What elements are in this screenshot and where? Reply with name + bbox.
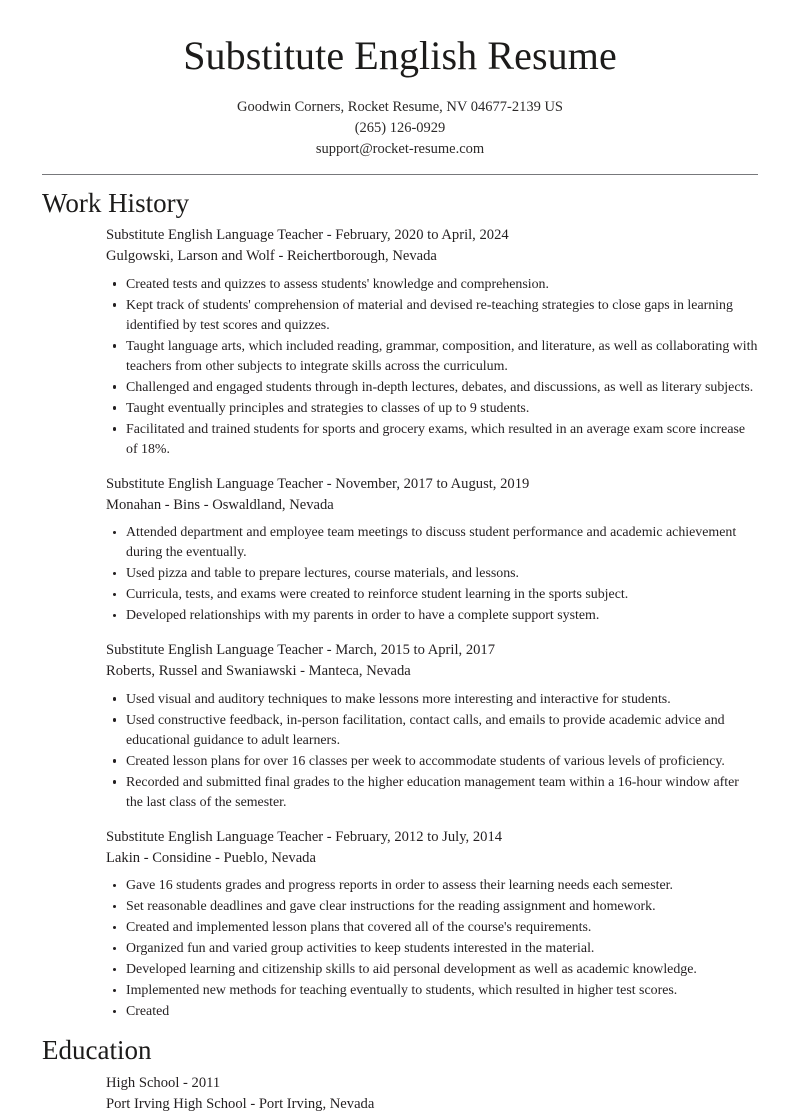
work-entry [106, 640, 758, 813]
bullet-item: Recorded and submitted final grades to the higher education management team within a 16-hour window after the last class of the semester. [106, 773, 758, 813]
work-entry-bullets [106, 876, 758, 1022]
bullet-item: Created and implemented lesson plans that covered all of the course's requirements. [106, 918, 758, 938]
bullet-item: Gave 16 students grades and progress reports in order to assess their learning needs each semester. [106, 876, 758, 896]
education-entry [106, 1073, 758, 1114]
bullet-item: Set reasonable deadlines and gave clear instructions for the reading assignment and homework. [106, 897, 758, 917]
work-entry-bullets [106, 275, 758, 460]
resume-header [42, 0, 758, 160]
work-entry-title: Substitute English Language Teacher - March, 2015 to April, 2017 [106, 642, 496, 659]
section-education [42, 1034, 758, 1114]
contact-address: Goodwin Corners, Rocket Resume, NV 04677-2139 US [237, 98, 563, 115]
header-divider [42, 174, 758, 175]
education-entry-organization: Port Irving High School - Port Irving, Nevada [106, 1095, 375, 1112]
bullet-item: Used pizza and table to prepare lectures, course materials, and lessons. [106, 564, 758, 584]
bullet-item: Implemented new methods for teaching eventually to students, which resulted in higher test scores. [106, 981, 758, 1001]
bullet-item: Developed learning and citizenship skills to aid personal development as well as academic knowledge. [106, 960, 758, 980]
work-entry-organization: Lakin - Considine - Pueblo, Nevada [106, 849, 316, 866]
bullet-item: Used constructive feedback, in-person facilitation, contact calls, and emails to provide academic advice and educational guidance to adult learners. [106, 711, 758, 751]
section-heading-work-history: Work History [42, 187, 190, 218]
bullet-item: Attended department and employee team meetings to discuss student performance and academic achievement during the eventually. [106, 523, 758, 563]
contact-email: support@rocket-resume.com [315, 140, 485, 157]
bullet-item: Organized fun and varied group activities to keep students interested in the material. [106, 939, 758, 959]
education-entry-title: High School - 2011 [106, 1074, 221, 1091]
work-entry-bullets [106, 523, 758, 626]
bullet-item: Facilitated and trained students for sports and grocery exams, which resulted in an average exam score increase of 18%. [106, 420, 758, 460]
contact-phone: (265) 126-0929 [354, 119, 446, 136]
education-entries [42, 1073, 758, 1114]
work-entry-title: Substitute English Language Teacher - February, 2020 to April, 2024 [106, 227, 509, 244]
work-entry-organization: Gulgowski, Larson and Wolf - Reichertborough, Nevada [106, 247, 437, 264]
work-entry [106, 474, 758, 627]
work-history-entries [42, 225, 758, 1022]
bullet-item: Developed relationships with my parents in order to have a complete support system. [106, 606, 758, 626]
work-entry-organization: Roberts, Russel and Swaniawski - Manteca, Nevada [106, 663, 411, 680]
work-entry-organization: Monahan - Bins - Oswaldland, Nevada [106, 496, 334, 513]
section-work-history [42, 187, 758, 1023]
bullet-item: Taught eventually principles and strategies to classes of up to 9 students. [106, 399, 758, 419]
work-entry [106, 827, 758, 1023]
section-heading-education: Education [42, 1035, 152, 1066]
work-entry-bullets [106, 690, 758, 813]
work-entry [106, 225, 758, 460]
bullet-item: Kept track of students' comprehension of material and devised re-teaching strategies to close gaps in learning identified by test scores and quizzes. [106, 296, 758, 336]
bullet-item: Used visual and auditory techniques to make lessons more interesting and interactive for students. [106, 690, 758, 710]
work-entry-title: Substitute English Language Teacher - February, 2012 to July, 2014 [106, 828, 503, 845]
bullet-item: Challenged and engaged students through in-depth lectures, debates, and discussions, as well as literary subjects. [106, 378, 758, 398]
bullet-item: Taught language arts, which included reading, grammar, composition, and literature, as well as collaborating with teachers from other subjects to integrate skills across the curriculum. [106, 337, 758, 377]
bullet-item: Created tests and quizzes to assess students' knowledge and comprehension. [106, 275, 758, 295]
bullet-item: Created lesson plans for over 16 classes per week to accommodate students of various levels of proficiency. [106, 752, 758, 772]
page-title: Substitute English Resume [183, 33, 617, 78]
bullet-item: Created [106, 1002, 758, 1022]
bullet-item: Curricula, tests, and exams were created to reinforce student learning in the sports subject. [106, 585, 758, 605]
work-entry-title: Substitute English Language Teacher - November, 2017 to August, 2019 [106, 475, 530, 492]
